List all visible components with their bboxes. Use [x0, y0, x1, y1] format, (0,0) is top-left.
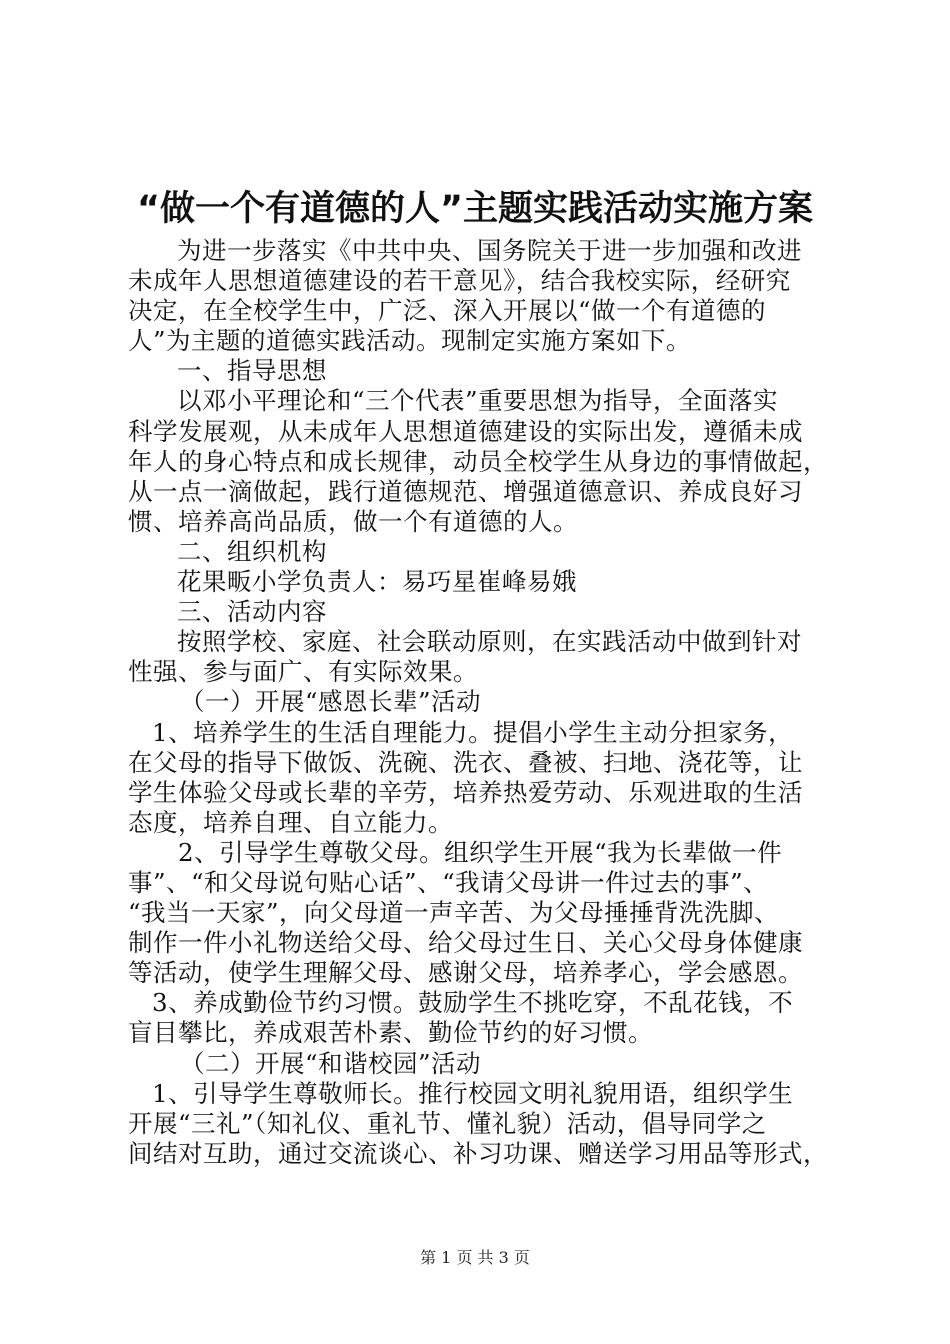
paragraph-line: 性强、参与面广、有实际效果。 [128, 657, 478, 687]
paragraph-line: 以邓小平理论和“三个代表”重要思想为指导，全面落实 [177, 386, 779, 416]
paragraph-line: 盲目攀比，养成艰苦朴素、勤俭节约的好习惯。 [128, 1018, 653, 1048]
paragraph-line: 决定，在全校学生中，广泛、深入开展以“做一个有道德的 [128, 296, 767, 326]
paragraph-line: “我当一天家”，向父母道一声辛苦、为父母捶捶背洗洗脚、 [128, 898, 780, 928]
subsection-heading: （二）开展“和谐校园”活动 [180, 1048, 482, 1078]
paragraph-line: 人”为主题的道德实践活动。现制定实施方案如下。 [128, 326, 692, 356]
paragraph-line: 事”、“和父母说句贴心话”、“我请父母讲一件过去的事”、 [128, 867, 769, 897]
paragraph-line: 从一点一滴做起，践行道德规范、增强道德意识、养成良好习 [128, 476, 803, 506]
paragraph-line: 年人的身心特点和成长规律，动员全校学生从身边的事情做起， [128, 446, 828, 476]
paragraph-line: 未成年人思想道德建设的若干意见》，结合我校实际，经研究 [128, 266, 791, 296]
section-heading: 一、指导思想 [177, 356, 327, 386]
document-title: “做一个有道德的人”主题实践活动实施方案 [136, 189, 813, 229]
paragraph-line: 花果畈小学负责人：易巧星崔峰易娥 [177, 567, 577, 597]
paragraph-line: 1、引导学生尊敬师长。推行校园文明礼貌用语，组织学生 [152, 1078, 794, 1108]
paragraph-line: 2、引导学生尊敬父母。组织学生开展“我为长辈做一件 [178, 837, 783, 867]
section-heading: 三、活动内容 [177, 597, 327, 627]
paragraph-line: 惯、培养高尚品质，做一个有道德的人。 [128, 506, 578, 536]
paragraph-line: 态度，培养自理、自立能力。 [128, 807, 453, 837]
paragraph-line: 为进一步落实《中共中央、国务院关于进一步加强和改进 [177, 236, 802, 265]
paragraph-line: 开展“三礼”（知礼仪、重礼节、懂礼貌）活动，倡导同学之 [128, 1108, 767, 1138]
document-body [128, 236, 828, 1169]
section-heading: 二、组织机构 [177, 536, 327, 566]
paragraph-line: 3、养成勤俭节约习惯。鼓励学生不挑吃穿，不乱花钱，不 [152, 988, 794, 1018]
paragraph-line: 学生体验父母或长辈的辛劳，培养热爱劳动、乐观进取的生活 [128, 777, 803, 807]
paragraph-line: 1、培养学生的生活自理能力。提倡小学生主动分担家务， [152, 717, 794, 747]
paragraph-line: 等活动，使学生理解父母、感谢父母，培养孝心，学会感恩。 [128, 958, 803, 988]
paragraph-line: 科学发展观，从未成年人思想道德建设的实际出发，遵循未成 [128, 416, 803, 446]
paragraph-line: 制作一件小礼物送给父母、给父母过生日、关心父母身体健康 [128, 928, 803, 958]
paragraph-line: 间结对互助，通过交流谈心、补习功课、赠送学习用品等形式， [128, 1138, 828, 1168]
subsection-heading: （一）开展“感恩长辈”活动 [180, 687, 482, 717]
paragraph-line: 按照学校、家庭、社会联动原则，在实践活动中做到针对 [177, 627, 802, 657]
page-footer: 第 1 页 共 3 页 [420, 1248, 530, 1267]
paragraph-line: 在父母的指导下做饭、洗碗、洗衣、叠被、扫地、浇花等，让 [128, 747, 803, 777]
